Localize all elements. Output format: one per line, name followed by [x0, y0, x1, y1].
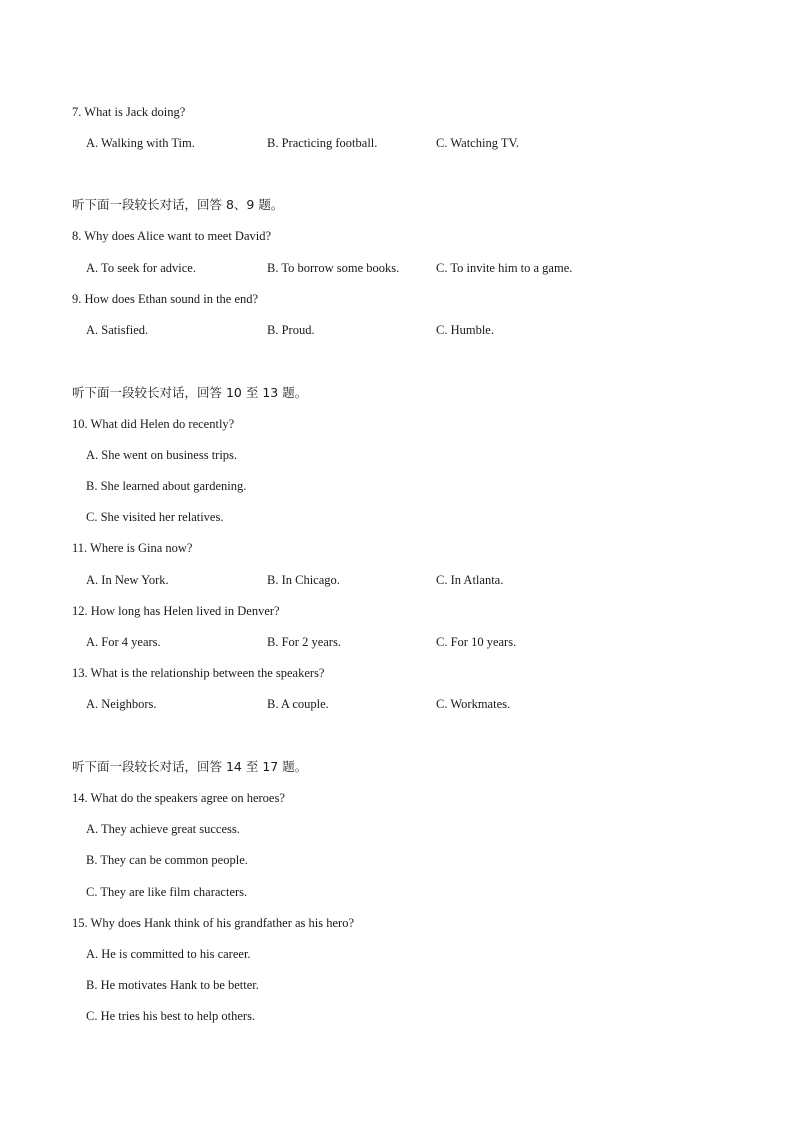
option-a: A. In New York.: [86, 573, 169, 587]
option-a: A. Walking with Tim.: [86, 136, 195, 150]
question-10-option-a: A. She went on business trips.: [86, 448, 238, 462]
question-10-option-c: C. She visited her relatives.: [86, 510, 224, 524]
option-b: B. For 2 years.: [267, 635, 341, 649]
option-a: A. Satisfied.: [86, 323, 149, 337]
section-heading-14-17: 听下面一段较长对话，回答 14 至 17 题。: [72, 759, 308, 774]
question-9: 9. How does Ethan sound in the end?: [72, 292, 259, 306]
question-14: 14. What do the speakers agree on heroes?: [72, 791, 285, 805]
question-11: 11. Where is Gina now?: [72, 541, 193, 555]
question-7-options: [86, 135, 726, 151]
option-c: C. Watching TV.: [436, 136, 520, 150]
option-c: C. Humble.: [436, 323, 494, 337]
section-heading-8-9: 听下面一段较长对话，回答 8、9 题。: [72, 197, 284, 212]
question-13-options: [86, 696, 726, 712]
option-b: B. Proud.: [267, 323, 315, 337]
question-14-option-c: C. They are like film characters.: [86, 885, 248, 899]
question-15-option-c: C. He tries his best to help others.: [86, 1009, 256, 1023]
question-14-option-a: A. They achieve great success.: [86, 822, 240, 836]
option-c: C. Workmates.: [436, 697, 511, 711]
question-15-option-a: A. He is committed to his career.: [86, 947, 251, 961]
option-a: A. For 4 years.: [86, 635, 161, 649]
option-c: C. In Atlanta.: [436, 573, 504, 587]
option-a: A. Neighbors.: [86, 697, 157, 711]
question-10: 10. What did Helen do recently?: [72, 417, 235, 431]
option-a: A. To seek for advice.: [86, 261, 196, 275]
question-10-option-b: B. She learned about gardening.: [86, 479, 247, 493]
option-c: C. To invite him to a game.: [436, 261, 573, 275]
question-7: 7. What is Jack doing?: [72, 105, 186, 119]
question-12: 12. How long has Helen lived in Denver?: [72, 604, 280, 618]
option-b: B. To borrow some books.: [267, 261, 400, 275]
question-9-options: [86, 322, 726, 338]
option-c: C. For 10 years.: [436, 635, 517, 649]
question-8-options: [86, 260, 726, 276]
question-15-option-b: B. He motivates Hank to be better.: [86, 978, 259, 992]
question-11-options: [86, 572, 726, 588]
question-8: 8. Why does Alice want to meet David?: [72, 229, 272, 243]
question-15: 15. Why does Hank think of his grandfather as his hero?: [72, 916, 354, 930]
question-13: 13. What is the relationship between the speakers?: [72, 666, 325, 680]
option-b: B. A couple.: [267, 697, 329, 711]
question-14-option-b: B. They can be common people.: [86, 853, 248, 867]
option-b: B. In Chicago.: [267, 573, 340, 587]
option-b: B. Practicing football.: [267, 136, 378, 150]
question-12-options: [86, 634, 726, 650]
section-heading-10-13: 听下面一段较长对话，回答 10 至 13 题。: [72, 385, 308, 400]
